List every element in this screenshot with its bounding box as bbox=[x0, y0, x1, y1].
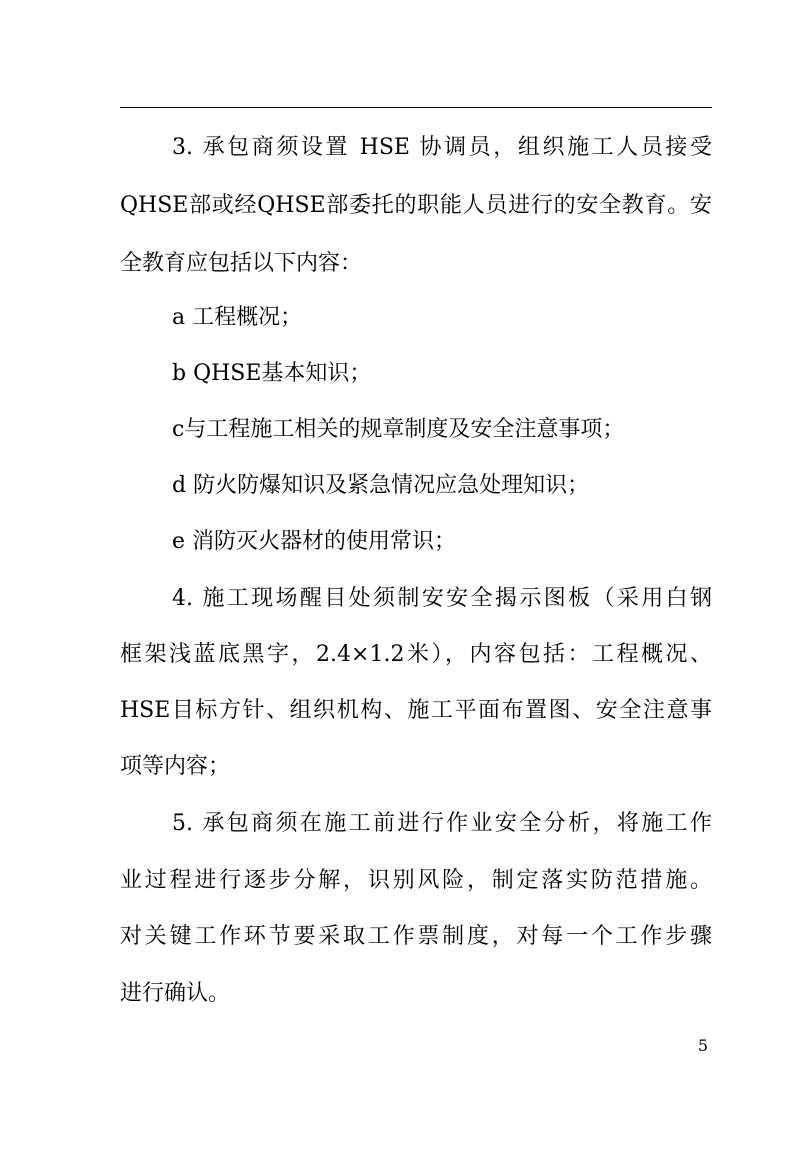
text-line: HSE目标方针、组织机构、施工平面布置图、安全注意事 bbox=[120, 698, 712, 723]
list-item: c与工程施工相关的规章制度及安全注意事项； bbox=[172, 417, 625, 442]
text-line: 3. 承包商须设置 HSE 协调员，组织施工人员接受 bbox=[172, 135, 712, 160]
text-line: 进行确认。 bbox=[120, 981, 231, 1006]
text-line: 业过程进行逐步分解，识别风险，制定落实防范措施。 bbox=[120, 868, 712, 893]
list-item: d 防火防爆知识及紧急情况应急处理知识； bbox=[172, 473, 590, 498]
text-line: QHSE部或经QHSE部委托的职能人员进行的安全教育。安 bbox=[120, 193, 712, 218]
text-line: 全教育应包括以下内容： bbox=[120, 251, 363, 276]
list-item: a 工程概况； bbox=[172, 305, 303, 330]
text-line: 框架浅蓝底黑字，2.4×1.2米），内容包括：工程概况、 bbox=[120, 642, 712, 667]
text-line: 5. 承包商须在施工前进行作业安全分析，将施工作 bbox=[172, 811, 712, 836]
header-rule bbox=[120, 107, 712, 108]
list-item: b QHSE基本知识； bbox=[172, 361, 372, 386]
text-line: 4. 施工现场醒目处须制安安全揭示图板（采用白钢 bbox=[172, 586, 712, 611]
text-line: 对关键工作环节要采取工作票制度，对每一个工作步骤 bbox=[120, 924, 712, 949]
list-item: e 消防灭火器材的使用常识； bbox=[172, 529, 457, 554]
page-number: 5 bbox=[697, 1036, 708, 1055]
text-line: 项等内容； bbox=[120, 754, 231, 779]
